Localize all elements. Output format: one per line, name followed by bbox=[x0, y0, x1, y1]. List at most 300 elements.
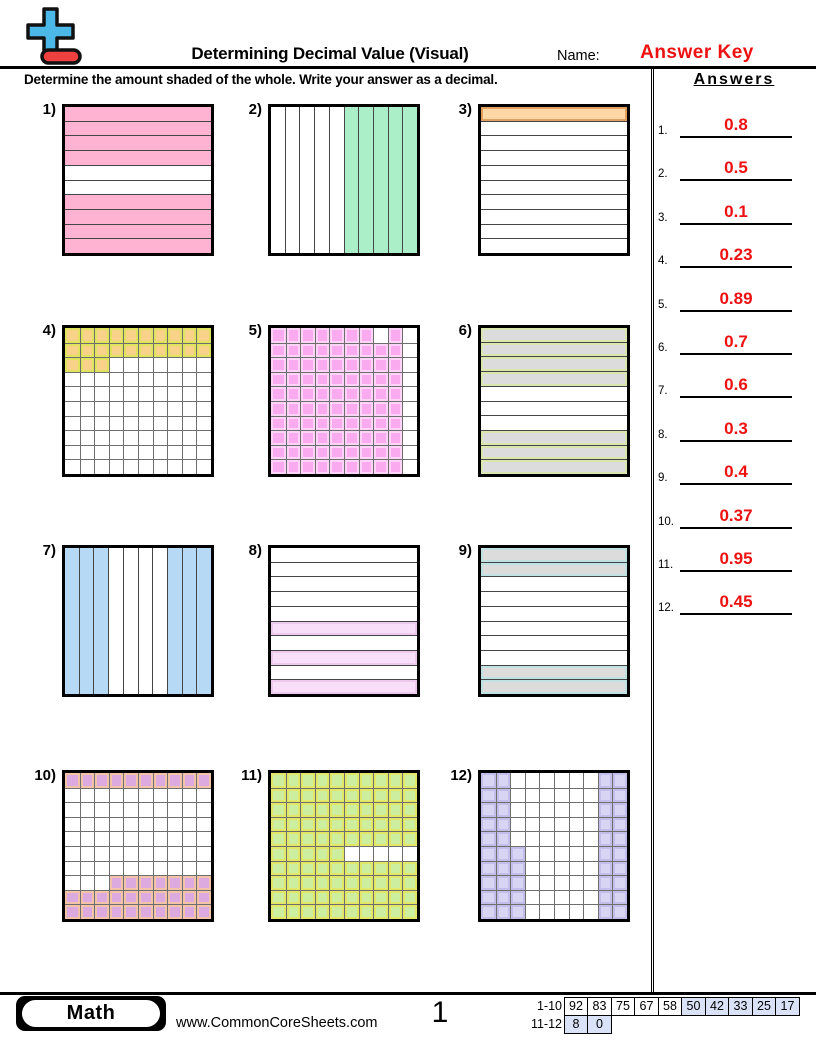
grid-cell bbox=[182, 904, 197, 919]
grid-cell bbox=[402, 386, 417, 401]
grid-cell bbox=[344, 831, 359, 846]
grid-cell bbox=[167, 328, 182, 343]
grid-cell bbox=[138, 904, 153, 919]
grid-cell bbox=[196, 817, 211, 832]
answer-item bbox=[658, 278, 808, 312]
grid-cell bbox=[373, 386, 388, 401]
grid-cell bbox=[598, 773, 613, 788]
grid-cell bbox=[583, 788, 598, 803]
score-cell: 83 bbox=[587, 997, 612, 1016]
grid-cell bbox=[402, 416, 417, 431]
grid-cell bbox=[196, 416, 211, 431]
grid-cell bbox=[554, 788, 569, 803]
grid-cell bbox=[80, 846, 95, 861]
grid-cell bbox=[153, 343, 168, 358]
answer-number: 1. bbox=[658, 125, 668, 137]
grid-stripe bbox=[481, 194, 627, 209]
grid-cell bbox=[402, 343, 417, 358]
grid-cell bbox=[373, 846, 388, 861]
grid-cell bbox=[153, 904, 168, 919]
answers-heading: Answers bbox=[693, 71, 775, 88]
grid-cell bbox=[167, 773, 182, 788]
grid-cell bbox=[569, 831, 584, 846]
grid-cell bbox=[80, 386, 95, 401]
grid-cell bbox=[196, 861, 211, 876]
grid-cell bbox=[80, 343, 95, 358]
grid-cell bbox=[286, 328, 301, 343]
fraction-grid bbox=[62, 104, 214, 256]
math-badge-pill bbox=[22, 1000, 160, 1027]
grid-cell bbox=[167, 904, 182, 919]
grid-cell bbox=[80, 773, 95, 788]
grid-cell bbox=[182, 372, 197, 387]
grid-cell bbox=[344, 401, 359, 416]
grid-stripe bbox=[481, 135, 627, 150]
grid-cell bbox=[359, 875, 374, 890]
score-row-label: 11-12 bbox=[530, 1016, 562, 1031]
grid-cell bbox=[271, 831, 286, 846]
grid-cell bbox=[388, 861, 403, 876]
problem-number: 11) bbox=[241, 767, 262, 784]
grid-cell bbox=[315, 904, 330, 919]
grid-cell bbox=[271, 890, 286, 905]
grid-cell bbox=[612, 831, 627, 846]
answer-number: 9. bbox=[658, 472, 668, 485]
grid-cell bbox=[315, 846, 330, 861]
grid-cell bbox=[373, 904, 388, 919]
grid-stripe bbox=[402, 107, 417, 253]
grid-cell bbox=[554, 890, 569, 905]
grid-cell bbox=[300, 904, 315, 919]
grid-cell bbox=[65, 357, 80, 372]
grid-cell bbox=[359, 445, 374, 460]
grid-cell bbox=[344, 416, 359, 431]
problem-number: 7) bbox=[42, 542, 56, 559]
grid-cell bbox=[167, 831, 182, 846]
grid-cell bbox=[65, 416, 80, 431]
grid-cell bbox=[388, 328, 403, 343]
grid-cell bbox=[402, 328, 417, 343]
grid-stripe bbox=[481, 165, 627, 180]
grid-cell bbox=[300, 357, 315, 372]
grid-cell bbox=[583, 817, 598, 832]
grid-cell bbox=[554, 817, 569, 832]
grid-cell bbox=[123, 817, 138, 832]
grid-cell bbox=[402, 459, 417, 474]
grid-cell bbox=[329, 875, 344, 890]
grid-cell bbox=[481, 890, 496, 905]
grid-cell bbox=[167, 861, 182, 876]
grid-cell bbox=[510, 875, 525, 890]
grid-cell bbox=[138, 401, 153, 416]
grid-cell bbox=[612, 817, 627, 832]
grid-cell bbox=[182, 430, 197, 445]
score-cell: 75 bbox=[611, 997, 636, 1016]
grid-cell bbox=[167, 875, 182, 890]
grid-cell bbox=[196, 890, 211, 905]
grid-cell bbox=[182, 416, 197, 431]
grid-cell bbox=[300, 846, 315, 861]
grid-cell bbox=[344, 430, 359, 445]
grid-cell bbox=[94, 802, 109, 817]
answer-value: 0.3 bbox=[724, 418, 748, 438]
grid-cell bbox=[315, 328, 330, 343]
grid-cell bbox=[286, 846, 301, 861]
fraction-grid bbox=[268, 325, 420, 477]
grid-cell bbox=[153, 357, 168, 372]
grid-cell bbox=[402, 430, 417, 445]
grid-stripe bbox=[93, 548, 108, 694]
page-number: 1 bbox=[431, 996, 449, 1029]
grid-cell bbox=[138, 773, 153, 788]
grid-cell bbox=[138, 328, 153, 343]
grid-cell bbox=[388, 817, 403, 832]
answer-number: 6. bbox=[658, 342, 668, 354]
grid-cell bbox=[525, 846, 540, 861]
fraction-grid bbox=[478, 545, 630, 697]
grid-cell bbox=[388, 831, 403, 846]
grid-cell bbox=[80, 430, 95, 445]
grid-cell bbox=[539, 817, 554, 832]
grid-cell bbox=[510, 802, 525, 817]
grid-cell bbox=[598, 802, 613, 817]
grid-cell bbox=[583, 773, 598, 788]
grid-cell bbox=[196, 459, 211, 474]
grid-cell bbox=[373, 445, 388, 460]
answer-value: 0.7 bbox=[724, 332, 748, 351]
grid-cell bbox=[138, 875, 153, 890]
grid-cell bbox=[182, 328, 197, 343]
grid-cell bbox=[329, 357, 344, 372]
grid-cell bbox=[359, 416, 374, 431]
grid-cell bbox=[123, 416, 138, 431]
grid-cell bbox=[329, 904, 344, 919]
grid-cell bbox=[65, 846, 80, 861]
grid-cell bbox=[344, 890, 359, 905]
grid-cell bbox=[182, 831, 197, 846]
grid-cell bbox=[138, 861, 153, 876]
grid-cell bbox=[109, 416, 124, 431]
grid-cell bbox=[300, 459, 315, 474]
grid-cell bbox=[329, 372, 344, 387]
grid-cell bbox=[196, 802, 211, 817]
grid-cell bbox=[496, 904, 511, 919]
grid-cell bbox=[109, 846, 124, 861]
grid-cell bbox=[539, 875, 554, 890]
grid-cell bbox=[196, 904, 211, 919]
grid-cell bbox=[271, 328, 286, 343]
grid-cell bbox=[94, 416, 109, 431]
grid-cell bbox=[315, 773, 330, 788]
grid-cell bbox=[123, 831, 138, 846]
grid-cell bbox=[539, 802, 554, 817]
grid-cell bbox=[138, 890, 153, 905]
answer-number: 5. bbox=[658, 298, 668, 311]
grid-cell bbox=[94, 401, 109, 416]
grid-cell bbox=[554, 861, 569, 876]
answer-value: 0.4 bbox=[724, 462, 748, 482]
grid-cell bbox=[271, 372, 286, 387]
grid-cell bbox=[510, 773, 525, 788]
grid-cell bbox=[300, 875, 315, 890]
grid-stripe bbox=[314, 107, 329, 253]
grid-cell bbox=[196, 430, 211, 445]
answer-item bbox=[658, 191, 808, 225]
grid-cell bbox=[94, 459, 109, 474]
grid-cell bbox=[138, 788, 153, 803]
grid-stripe bbox=[481, 401, 627, 416]
grid-cell bbox=[182, 343, 197, 358]
grid-cell bbox=[286, 401, 301, 416]
grid-cell bbox=[388, 401, 403, 416]
grid-cell bbox=[271, 445, 286, 460]
grid-cell bbox=[65, 904, 80, 919]
grid-stripe bbox=[481, 606, 627, 621]
grid-cell bbox=[109, 328, 124, 343]
grid-cell bbox=[196, 357, 211, 372]
grid-cell bbox=[94, 875, 109, 890]
grid-cell bbox=[329, 890, 344, 905]
grid-stripe bbox=[358, 107, 373, 253]
grid-cell bbox=[94, 430, 109, 445]
grid-cell bbox=[153, 328, 168, 343]
grid-cell bbox=[271, 802, 286, 817]
grid-stripe bbox=[481, 430, 627, 445]
grid-cell bbox=[402, 861, 417, 876]
grid-cell bbox=[388, 459, 403, 474]
grid-stripe bbox=[285, 107, 300, 253]
grid-cell bbox=[300, 861, 315, 876]
grid-cell bbox=[525, 861, 540, 876]
grid-cell bbox=[167, 401, 182, 416]
grid-stripe bbox=[481, 679, 627, 694]
grid-stripe bbox=[65, 165, 211, 180]
grid-cell bbox=[300, 802, 315, 817]
grid-cell bbox=[167, 802, 182, 817]
grid-cell bbox=[359, 343, 374, 358]
grid-cell bbox=[373, 802, 388, 817]
problem-number: 5) bbox=[248, 322, 262, 339]
instruction-text: Determine the amount shaded of the whole. Write your answer as a decimal. bbox=[24, 72, 498, 87]
grid-cell bbox=[359, 788, 374, 803]
grid-cell bbox=[167, 788, 182, 803]
fraction-grid bbox=[62, 770, 214, 922]
grid-cell bbox=[583, 831, 598, 846]
grid-cell bbox=[496, 817, 511, 832]
grid-cell bbox=[583, 846, 598, 861]
grid-cell bbox=[481, 831, 496, 846]
grid-stripe bbox=[388, 107, 403, 253]
grid-cell bbox=[583, 904, 598, 919]
grid-cell bbox=[300, 401, 315, 416]
grid-cell bbox=[109, 802, 124, 817]
grid-stripe bbox=[271, 635, 417, 650]
grid-cell bbox=[315, 445, 330, 460]
grid-cell bbox=[286, 904, 301, 919]
problem-number: 8) bbox=[248, 542, 262, 559]
answer-item bbox=[658, 408, 808, 442]
answer-item bbox=[658, 364, 808, 398]
grid-cell bbox=[123, 401, 138, 416]
grid-cell bbox=[80, 357, 95, 372]
grid-cell bbox=[481, 904, 496, 919]
grid-cell bbox=[286, 802, 301, 817]
answer-item bbox=[658, 495, 808, 529]
grid-stripe bbox=[481, 386, 627, 401]
grid-cell bbox=[167, 890, 182, 905]
grid-cell bbox=[109, 773, 124, 788]
answer-line bbox=[680, 203, 792, 225]
grid-stripe bbox=[65, 238, 211, 253]
grid-cell bbox=[167, 445, 182, 460]
grid-cell bbox=[481, 817, 496, 832]
grid-cell bbox=[167, 372, 182, 387]
grid-cell bbox=[481, 802, 496, 817]
grid-cell bbox=[569, 861, 584, 876]
answer-value: 0.89 bbox=[719, 288, 753, 308]
grid-stripe bbox=[271, 562, 417, 577]
grid-cell bbox=[315, 861, 330, 876]
grid-cell bbox=[598, 861, 613, 876]
answer-number: 3. bbox=[658, 211, 668, 224]
fraction-grid bbox=[268, 770, 420, 922]
grid-cell bbox=[271, 401, 286, 416]
grid-cell bbox=[182, 846, 197, 861]
grid-cell bbox=[329, 802, 344, 817]
grid-stripe bbox=[271, 650, 417, 665]
grid-stripe bbox=[481, 445, 627, 460]
answer-item bbox=[658, 451, 808, 485]
grid-cell bbox=[94, 328, 109, 343]
grid-cell bbox=[373, 416, 388, 431]
grid-cell bbox=[153, 430, 168, 445]
score-cell: 67 bbox=[634, 997, 659, 1016]
grid-cell bbox=[300, 416, 315, 431]
grid-cell bbox=[94, 445, 109, 460]
score-cell: 0 bbox=[587, 1015, 612, 1034]
grid-cell bbox=[359, 357, 374, 372]
grid-stripe bbox=[123, 548, 138, 694]
grid-cell bbox=[539, 904, 554, 919]
grid-cell bbox=[554, 875, 569, 890]
grid-cell bbox=[402, 817, 417, 832]
grid-cell bbox=[359, 372, 374, 387]
grid-stripe bbox=[481, 328, 627, 342]
grid-cell bbox=[554, 846, 569, 861]
grid-cell bbox=[612, 802, 627, 817]
grid-cell bbox=[300, 788, 315, 803]
grid-cell bbox=[196, 386, 211, 401]
grid-cell bbox=[65, 802, 80, 817]
grid-cell bbox=[598, 890, 613, 905]
grid-cell bbox=[109, 861, 124, 876]
grid-stripe bbox=[271, 576, 417, 591]
grid-cell bbox=[286, 861, 301, 876]
grid-stripe bbox=[138, 548, 153, 694]
grid-cell bbox=[539, 831, 554, 846]
grid-cell bbox=[300, 773, 315, 788]
grid-stripe bbox=[481, 342, 627, 357]
grid-cell bbox=[271, 416, 286, 431]
grid-cell bbox=[329, 386, 344, 401]
grid-cell bbox=[94, 904, 109, 919]
grid-cell bbox=[65, 788, 80, 803]
grid-cell bbox=[182, 817, 197, 832]
grid-cell bbox=[286, 817, 301, 832]
grid-cell bbox=[388, 875, 403, 890]
grid-cell bbox=[300, 890, 315, 905]
grid-cell bbox=[402, 372, 417, 387]
grid-cell bbox=[80, 788, 95, 803]
grid-cell bbox=[123, 357, 138, 372]
answer-value: 0.37 bbox=[719, 505, 753, 525]
grid-cell bbox=[481, 788, 496, 803]
grid-stripe bbox=[65, 180, 211, 195]
grid-stripe bbox=[271, 107, 285, 253]
grid-cell bbox=[80, 875, 95, 890]
grid-cell bbox=[286, 788, 301, 803]
answer-line bbox=[680, 507, 792, 529]
grid-cell bbox=[153, 817, 168, 832]
grid-cell bbox=[481, 861, 496, 876]
grid-stripe bbox=[481, 665, 627, 680]
grid-cell bbox=[109, 430, 124, 445]
grid-stripe bbox=[481, 459, 627, 474]
grid-cell bbox=[80, 328, 95, 343]
grid-cell bbox=[510, 890, 525, 905]
grid-cell bbox=[344, 773, 359, 788]
grid-cell bbox=[510, 831, 525, 846]
grid-cell bbox=[196, 401, 211, 416]
grid-cell bbox=[402, 788, 417, 803]
grid-cell bbox=[344, 372, 359, 387]
grid-cell bbox=[182, 459, 197, 474]
grid-cell bbox=[123, 773, 138, 788]
grid-cell bbox=[167, 817, 182, 832]
grid-cell bbox=[65, 890, 80, 905]
grid-stripe bbox=[79, 548, 94, 694]
grid-cell bbox=[123, 459, 138, 474]
grid-cell bbox=[344, 875, 359, 890]
grid-cell bbox=[286, 372, 301, 387]
grid-cell bbox=[373, 328, 388, 343]
grid-cell bbox=[271, 875, 286, 890]
grid-cell bbox=[153, 416, 168, 431]
fraction-grid bbox=[268, 104, 420, 256]
grid-cell bbox=[525, 817, 540, 832]
problem-number: 9) bbox=[458, 542, 472, 559]
grid-cell bbox=[525, 875, 540, 890]
grid-cell bbox=[196, 831, 211, 846]
grid-stripe bbox=[481, 356, 627, 371]
grid-stripe bbox=[481, 650, 627, 665]
score-cell: 8 bbox=[564, 1015, 589, 1034]
score-cell: 17 bbox=[775, 997, 800, 1016]
grid-cell bbox=[138, 817, 153, 832]
score-cell: 92 bbox=[564, 997, 589, 1016]
grid-cell bbox=[182, 357, 197, 372]
grid-cell bbox=[583, 890, 598, 905]
grid-cell bbox=[539, 890, 554, 905]
problem-number: 6) bbox=[458, 322, 472, 339]
grid-cell bbox=[167, 357, 182, 372]
grid-cell bbox=[315, 788, 330, 803]
grid-cell bbox=[496, 890, 511, 905]
grid-stripe bbox=[481, 415, 627, 430]
grid-cell bbox=[300, 328, 315, 343]
answer-number: 8. bbox=[658, 428, 668, 441]
grid-cell bbox=[359, 459, 374, 474]
